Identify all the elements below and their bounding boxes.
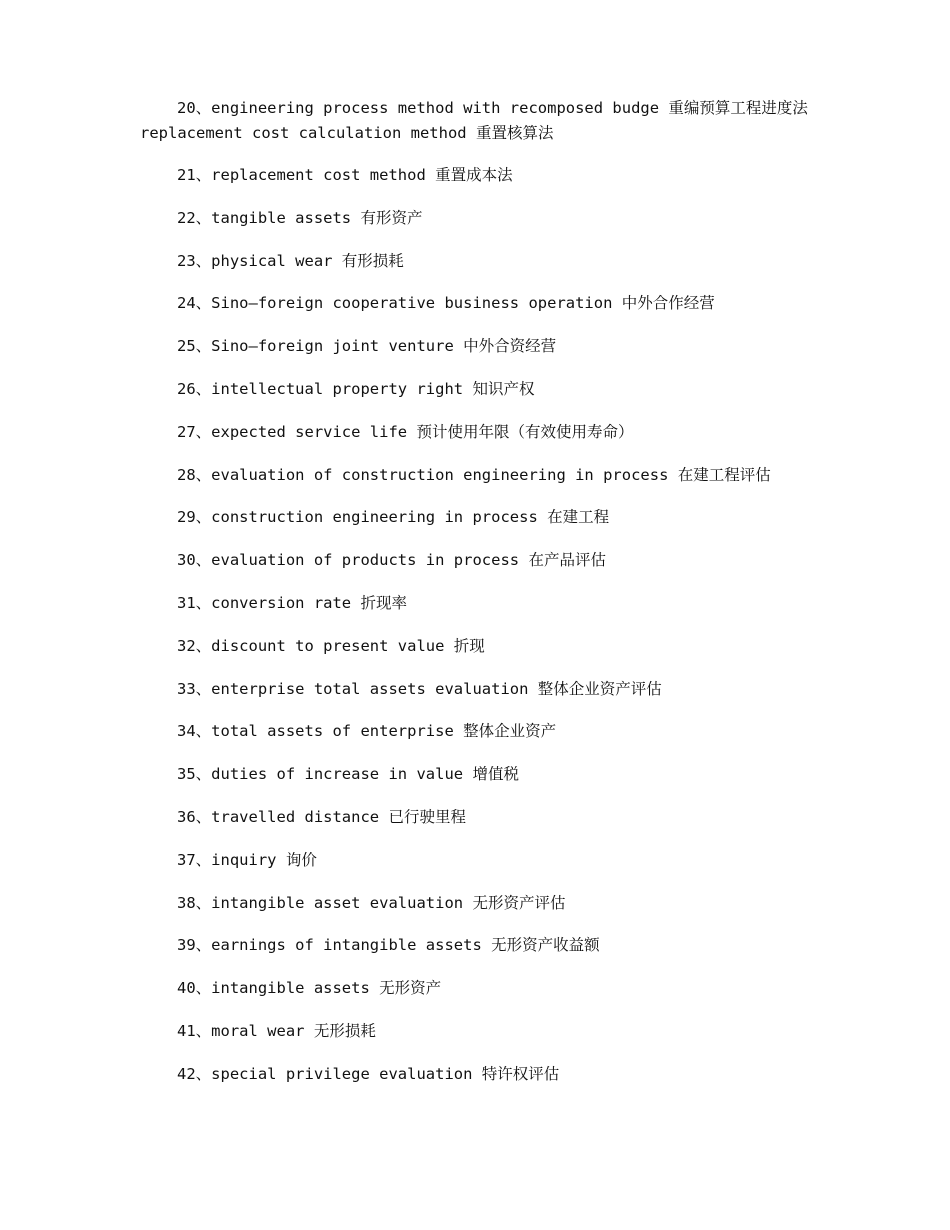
glossary-entry-39: 39、earnings of intangible assets 无形资产收益额	[177, 936, 600, 955]
glossary-entry-34: 34、total assets of enterprise 整体企业资产	[177, 722, 557, 741]
glossary-entry-32: 32、discount to present value 折现	[177, 636, 485, 655]
document-page	[140, 96, 820, 1105]
glossary-entry-33: 33、enterprise total assets evaluation 整体企业资产评估	[177, 679, 662, 698]
glossary-entry-24: 24、Sino—foreign cooperative business operation 中外合作经营	[177, 294, 715, 313]
glossary-entry-27: 27、expected service life 预计使用年限（有效使用寿命）	[177, 422, 634, 441]
glossary-entry-36: 36、travelled distance 已行驶里程	[177, 807, 466, 826]
glossary-entry-37: 37、inquiry 询价	[177, 850, 317, 869]
glossary-entry-20: 20、engineering process method with recomposed budge 重编预算工程进度法 replacement cost calculation method 重置核算法	[140, 99, 808, 142]
glossary-entry-30: 30、evaluation of products in process 在产品评估	[177, 551, 606, 570]
glossary-entry-25: 25、Sino—foreign joint venture 中外合资经营	[177, 337, 557, 356]
glossary-entry-23: 23、physical wear 有形损耗	[177, 251, 404, 270]
glossary-entry-35: 35、duties of increase in value 增值税	[177, 765, 519, 784]
glossary-entry-38: 38、intangible asset evaluation 无形资产评估	[177, 893, 566, 912]
glossary-entry-21: 21、replacement cost method 重置成本法	[177, 166, 513, 184]
glossary-entry-31: 31、conversion rate 折现率	[177, 593, 407, 612]
glossary-entry-40: 40、intangible assets 无形资产	[177, 979, 442, 998]
glossary-entry-28: 28、evaluation of construction engineering in process 在建工程评估	[177, 465, 771, 484]
glossary-entry-29: 29、construction engineering in process 在建工程	[177, 508, 610, 527]
glossary-entry-41: 41、moral wear 无形损耗	[177, 1021, 376, 1040]
glossary-entry-26: 26、intellectual property right 知识产权	[177, 379, 535, 398]
glossary-entry-22: 22、tangible assets 有形资产	[177, 208, 423, 227]
glossary-entry-42: 42、special privilege evaluation 特许权评估	[177, 1064, 560, 1083]
